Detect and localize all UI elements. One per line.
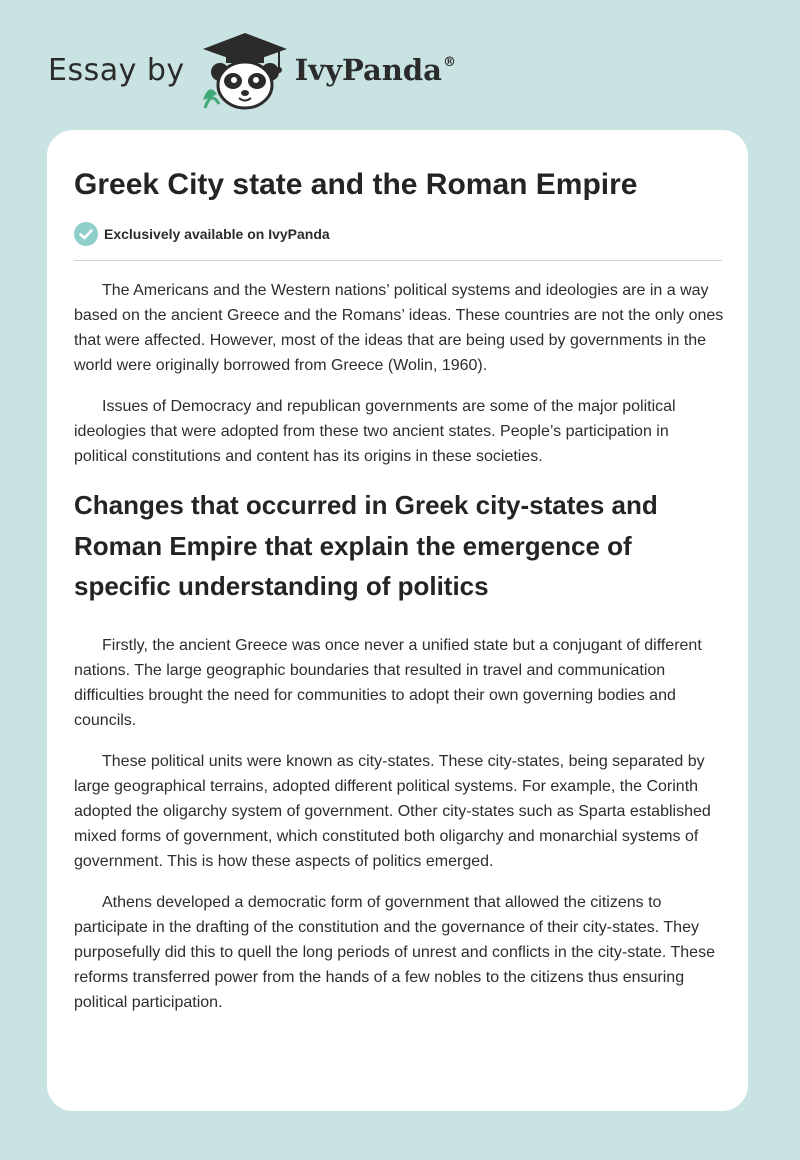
paragraph: Firstly, the ancient Greece was once never a unified state but a conjugant of different nations. The large geographic boundaries that resulted in travel and communication difficulties brought the need for communities to adopt their own governing bodies and councils. (74, 636, 702, 729)
exclusive-notice (74, 222, 330, 246)
page-title: Greek City state and the Roman Empire (74, 168, 638, 201)
article-body (74, 278, 724, 1031)
exclusive-label: Exclusively available on IvyPanda (104, 226, 330, 242)
section-heading: Changes that occurred in Greek city-states and Roman Empire that explain the emergence of specific understanding of politics (74, 490, 658, 601)
divider (74, 260, 722, 261)
essay-by-label: Essay by (48, 52, 185, 88)
brand-header (48, 30, 456, 110)
panda-graduation-cap-icon (199, 30, 291, 110)
paragraph: These political units were known as city-states. These city-states, being separated by large geographical terrains, adopted different political systems. For example, the Corinth adopted the oligarchy system of government. Other city-states such as Sparta established mixed forms of government, which constituted both oligarchy and monarchial systems of government. This is how these aspects of politics emerged. (74, 752, 711, 870)
registered-mark: ® (442, 55, 456, 70)
check-badge-icon (74, 222, 98, 246)
paragraph: Athens developed a democratic form of government that allowed the citizens to participate in the drafting of the constitution and the governance of their city-states. They purposefully did this to quell the long periods of unrest and conflicts in the city-state. These reforms transferred power from the hands of a few nobles to the citizens thus ensuring political participation. (74, 893, 715, 1011)
brand-name: IvyPanda® (294, 53, 456, 87)
paragraph: The Americans and the Western nations’ political systems and ideologies are in a way based on the ancient Greece and the Romans’ ideas. These countries are not the only ones that were affected. However, most of the ideas that are being used by governments in the world were originally borrowed from Greece (Wolin, 1960). (74, 282, 724, 374)
essay-card (47, 130, 748, 1111)
paragraph: Issues of Democracy and republican governments are some of the major political ideologies that were adopted from these two ancient states. People’s participation in political constitutions and content has its origins in these societies. (74, 398, 676, 465)
